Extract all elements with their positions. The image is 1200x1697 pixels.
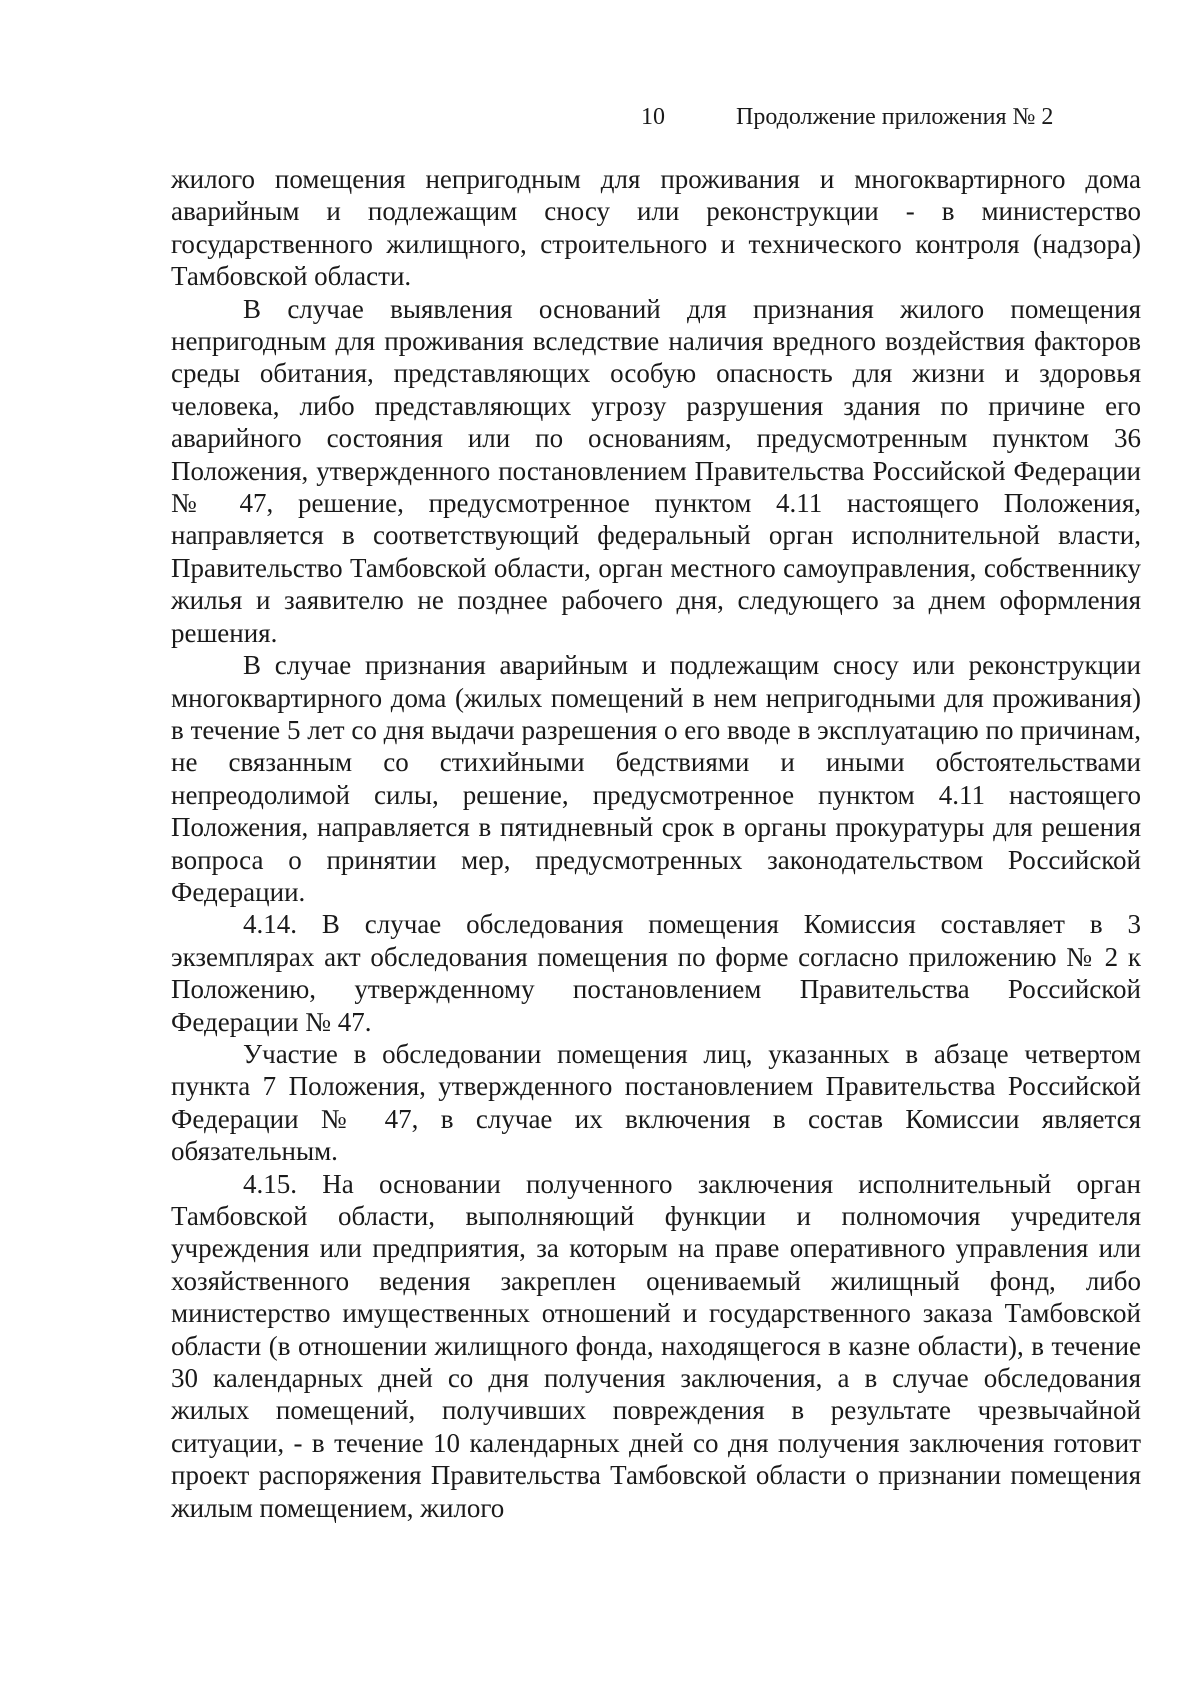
page-number: 10	[641, 104, 665, 130]
appendix-continuation-label: Продолжение приложения № 2	[736, 104, 1054, 130]
page-header	[0, 104, 1200, 144]
paragraph: В случае выявления оснований для признания жилого помещения непригодным для проживания вследствие наличия вредного воздействия факторов среды обитания, представляющих особую опасность для жизни и здоровья человека, либо представляющих угрозу разрушения здания по причине его аварийного состояния или по основаниям, предусмотренным пунктом 36 Положения, утвержденного постановлением Правительства Российской Федерации № 47, решение, предусмотренное пунктом 4.11 настоящего Положения, направляется в соответствующий федеральный орган исполнительной власти, Правительство Тамбовской области, орган местного самоуправления, собственнику жилья и заявителю не позднее рабочего дня, следующего за днем оформления решения.	[171, 293, 1141, 648]
paragraph-clause-4-15: 4.15. На основании полученного заключения исполнительный орган Тамбовской области, выполняющий функции и полномочия учредителя учреждения или предприятия, за которым на праве оперативного управления или хозяйственного ведения закреплен оцениваемый жилищный фонд, либо министерство имущественных отношений и государственного заказа Тамбовской области (в отношении жилищного фонда, находящегося в казне области), в течение 30 календарных дней со дня получения заключения, а в случае обследования жилых помещений, получивших повреждения в результате чрезвычайной ситуации, - в течение 10 календарных дней со дня получения заключения готовит проект распоряжения Правительства Тамбовской области о признании помещения жилым помещением, жилого	[171, 1168, 1141, 1523]
paragraph-clause-4-14: 4.14. В случае обследования помещения Комиссия составляет в 3 экземплярах акт обследования помещения по форме согласно приложению № 2 к Положению, утвержденному постановлением Правительства Российской Федерации № 47.	[171, 909, 1141, 1037]
paragraph: В случае признания аварийным и подлежащим сносу или реконструкции многоквартирного дома (жилых помещений в нем непригодными для проживания) в течение 5 лет со дня выдачи разрешения о его вводе в эксплуатацию по причинам, не связанным со стихийными бедствиями и иными обстоятельствами непреодолимой силы, решение, предусмотренное пунктом 4.11 настоящего Положения, направляется в пятидневный срок в органы прокуратуры для решения вопроса о принятии мер, предусмотренных законодательством Российской Федерации.	[171, 650, 1141, 907]
document-body	[171, 163, 1141, 1524]
paragraph: Участие в обследовании помещения лиц, указанных в абзаце четвертом пункта 7 Положения, утвержденного постановлением Правительства Российской Федерации № 47, в случае их включения в состав Комиссии является обязательным.	[171, 1038, 1141, 1167]
paragraph-continued: жилого помещения непригодным для проживания и многоквартирного дома аварийным и подлежащим сносу или реконструкции - в министерство государственного жилищного, строительного и технического контроля (надзора) Тамбовской области.	[171, 164, 1141, 292]
